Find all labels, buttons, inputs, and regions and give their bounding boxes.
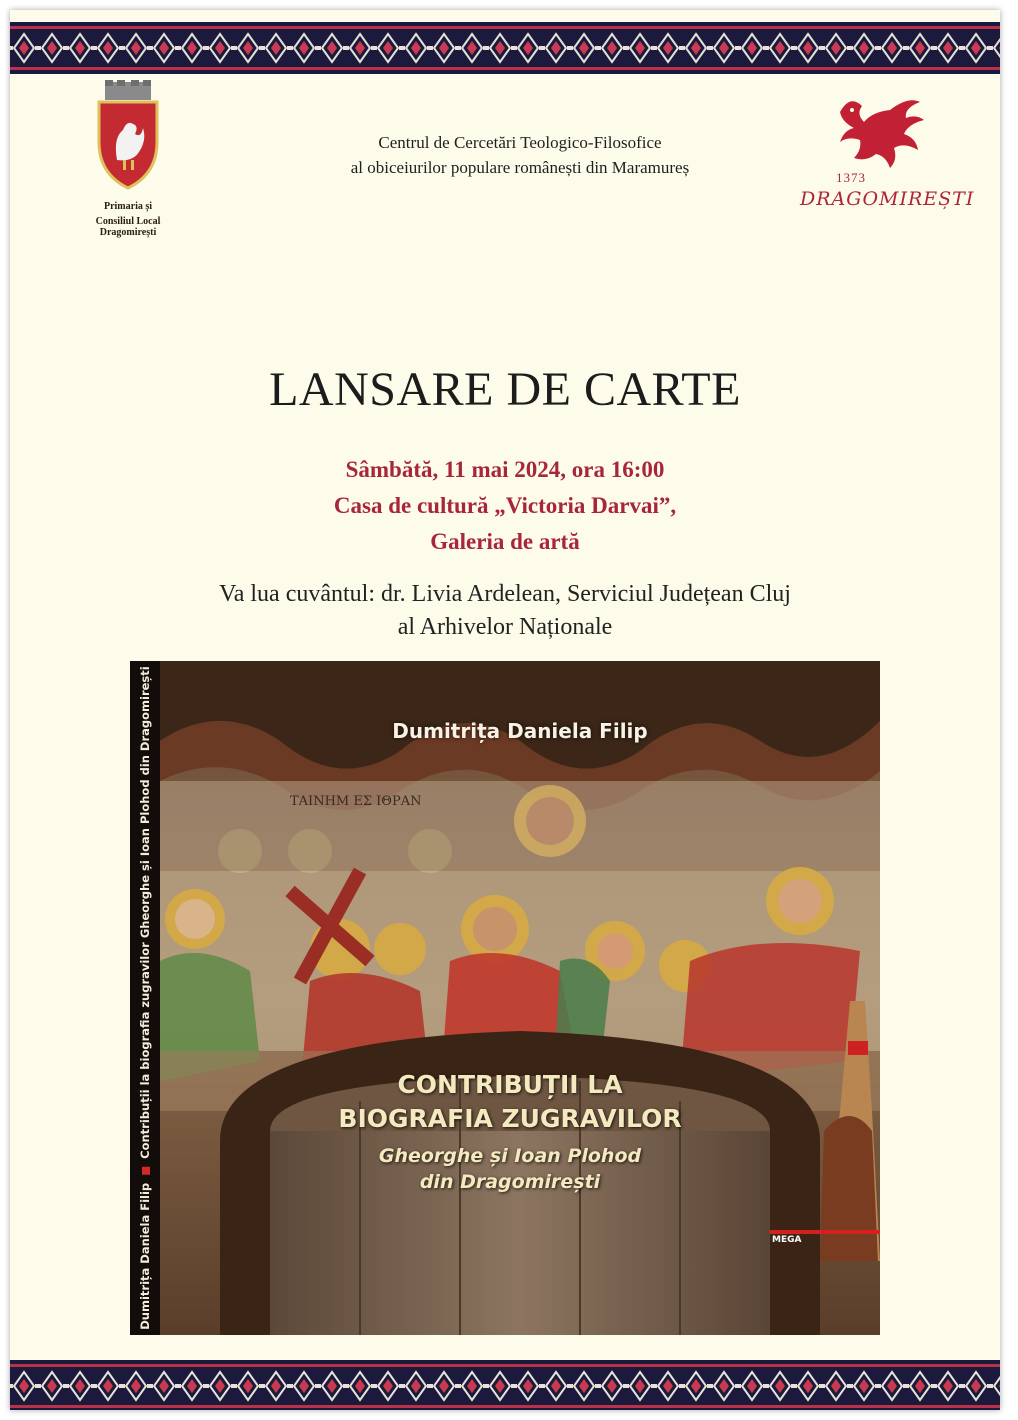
page-title: LANSARE DE CARTE [269,363,741,416]
crest-caption-line-2: Consiliul Local Dragomirești [95,216,161,238]
town-crest [68,80,188,238]
crest-caption-line-1: Primaria și [103,201,153,212]
book-title-line-1: CONTRIBUȚII LA [397,1070,623,1099]
spine-marker [142,1167,150,1175]
org-line-2: al obiceiurilor populare românești din Maramureș [350,158,690,177]
book-subtitle-line-1: Gheorghe și Ioan Plohod [378,1145,642,1167]
dragomiresti-emblem [800,92,950,177]
griffin-icon [820,92,930,172]
top-ornament-band [10,22,1000,74]
spine-title: Contribuții la biografia zugravilor Gheorghe și Ioan Plohod din Dragomirești [138,666,152,1159]
book-cover [130,661,880,1335]
organization-heading [210,130,830,180]
book-subtitle-line-2: din Dragomirești [419,1171,601,1193]
publisher-bar [770,1230,880,1234]
speaker-details [10,578,1000,644]
event-venue: Casa de cultură „Victoria Darvai”, [333,493,677,518]
publisher-logo: MEGA [772,1235,802,1245]
event-room: Galeria de artă [430,529,580,554]
spine-author: Dumitrița Daniela Filip [138,1182,152,1330]
emblem-year: 1373 [836,170,866,185]
speaker-line-2: al Arhivelor Naționale [397,614,613,640]
org-line-1: Centrul de Cercetări Teologico-Filosofice [378,133,662,152]
book-author: Dumitrița Daniela Filip [392,719,648,743]
poster [10,10,1000,1410]
event-details [10,452,1000,560]
spine-text [138,666,152,1329]
bottom-ornament-band [10,1360,1000,1410]
fresco-inscription: ΤΑΙΝΗΜ ΕΣ ΙΘΡΑΝ [290,794,422,809]
speaker-line-1: Va lua cuvântul: dr. Livia Ardelean, Serviciul Județean Cluj [219,581,791,607]
emblem-town-name: DRAGOMIREȘTI [800,188,975,210]
book-title-line-2: BIOGRAFIA ZUGRAVILOR [338,1104,682,1133]
event-date: Sâmbătă, 11 mai 2024, ora 16:00 [345,457,665,482]
book-spine [130,661,160,1335]
rooster-shield-icon [93,80,163,192]
